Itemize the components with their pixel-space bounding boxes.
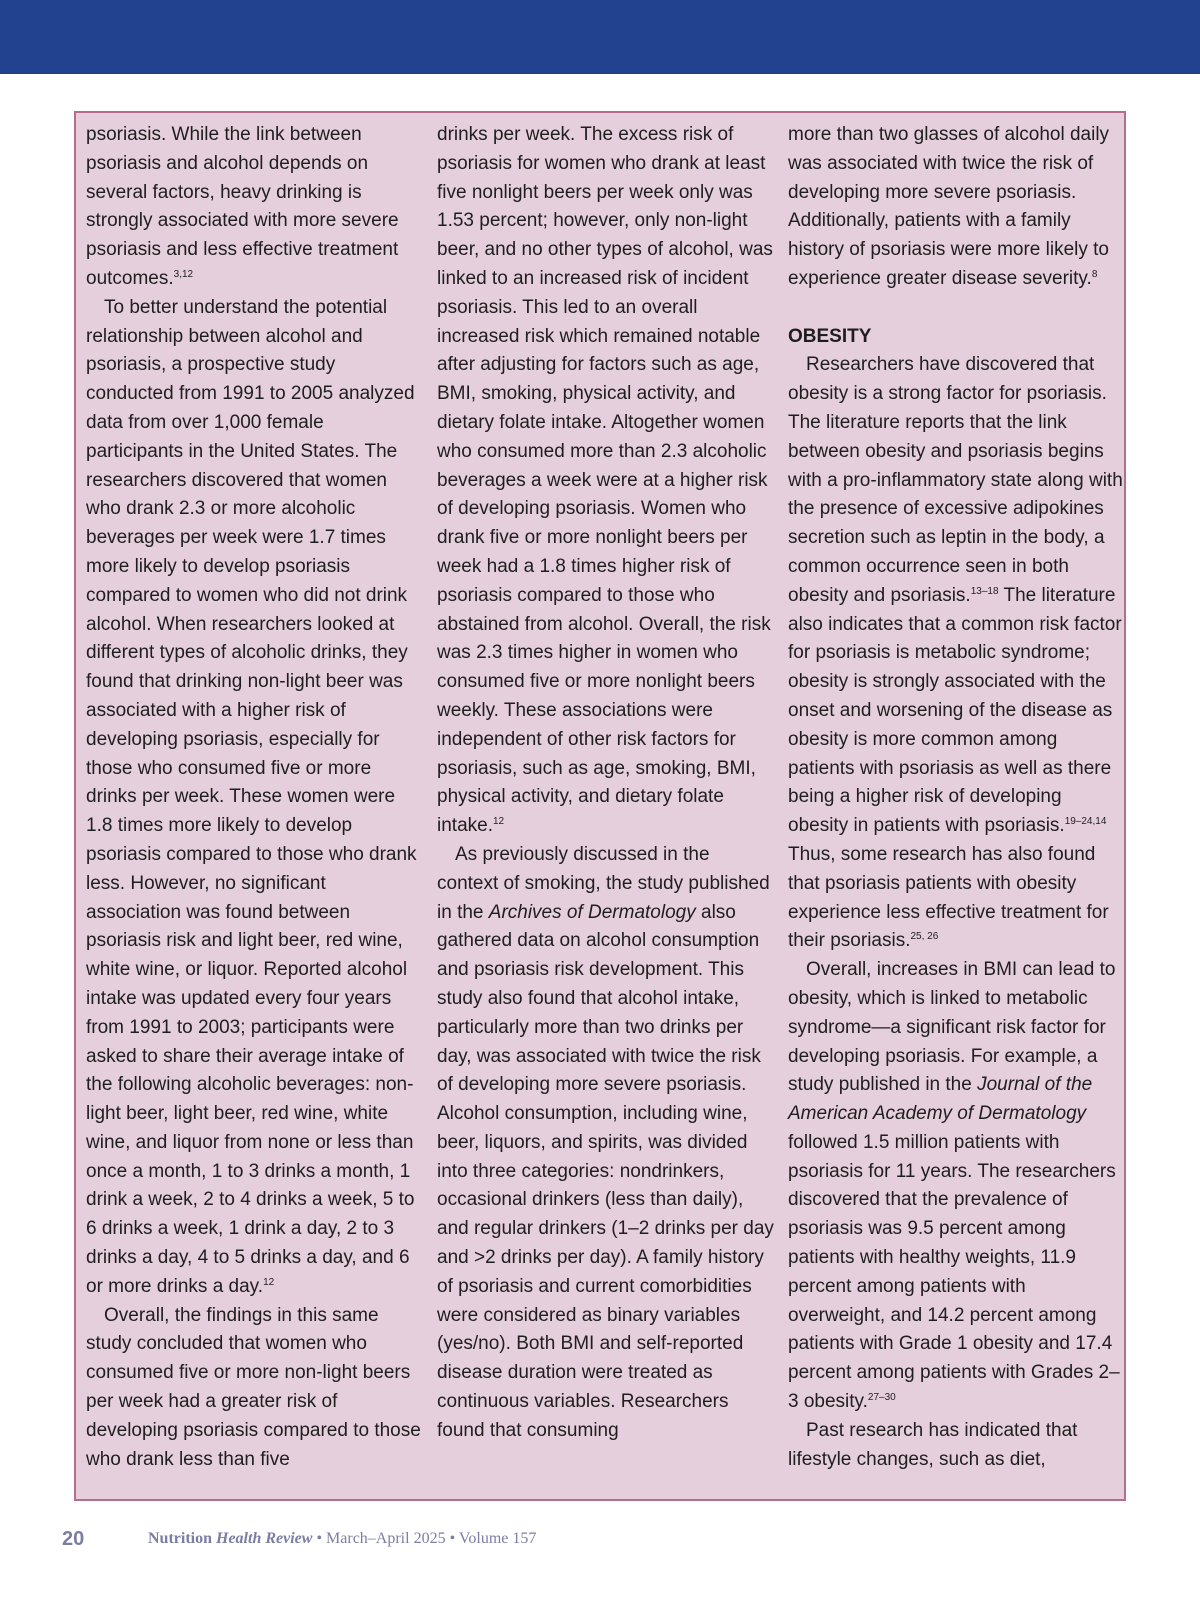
citation: 27–30 xyxy=(867,1392,896,1404)
publication-name: Nutrition xyxy=(148,1530,216,1547)
paragraph-text: also gathered data on alcohol consumption and psoriasis risk development. This study also found that alcohol intake, particularly more than two drinks per day, was associated with twice the risk of developing more severe psoriasis. Alcohol consumption, including wine, beer, liquors, and spirits, was divided into three categories: nondrinkers, occasional drinkers (less than daily), and regular drinkers (1–2 drinks per day and >2 drinks per day). A family history of psoriasis and current comorbidities were considered as binary variables (yes/no). Both BMI and self-reported disease duration were treated as continuous variables. Researchers found that consuming xyxy=(437,901,774,1441)
paragraph-text: Overall, increases in BMI can lead to obesity, which is linked to metabolic syndrome—a significant risk factor for developing psoriasis. For example, a study published in the xyxy=(788,959,1116,1096)
journal-title: Archives of Dermatology xyxy=(488,901,696,923)
article-column-3 xyxy=(788,121,1126,1474)
paragraph xyxy=(788,121,1126,294)
paragraph-text: more than two glasses of alcohol daily was associated with twice the risk of developing more severe psoriasis. Additionally, patients with a family history of psoriasis were more likely to experience greater disease severity. xyxy=(788,124,1110,289)
paragraph-text: psoriasis. While the link between psoriasis and alcohol depends on several factors, heavy drinking is strongly associated with more severe psoriasis and less effective treatment outcomes. xyxy=(86,124,399,289)
paragraph-text: The literature also indicates that a common risk factor for psoriasis is metabolic syndrome; obesity is strongly associated with the onset and worsening of the disease as obesity is more common among patients with psoriasis as well as there being a higher risk of developing obesity in patients with psoriasis. xyxy=(788,584,1122,837)
paragraph xyxy=(437,841,775,1446)
paragraph-text: Researchers have discovered that obesity is a strong factor for psoriasis. The literature reports that the link between obesity and psoriasis begins with a pro-inflammatory state along with the presence of excessive adipokines secretion such as leptin in the body, a common occurrence seen in both obesity and psoriasis. xyxy=(788,354,1123,606)
article-sidebar-box xyxy=(74,111,1126,1501)
paragraph: Overall, the findings in this same study concluded that women who consumed five or more non-light beers per week had a greater risk of developing psoriasis compared to those who drank less than five xyxy=(86,1304,421,1470)
paragraph xyxy=(788,351,1126,956)
paragraph-text: As previously discussed in the context of smoking, the study published in the xyxy=(437,843,770,923)
citation: 3,12 xyxy=(173,268,194,280)
page-footer xyxy=(0,1528,1200,1556)
page-number: 20 xyxy=(62,1528,85,1550)
citation: 25, 26 xyxy=(910,931,939,943)
paragraph xyxy=(437,121,775,841)
publication-name-emphasis: Health Review xyxy=(216,1530,313,1547)
paragraph-text: drinks per week. The excess risk of psoriasis for women who drank at least five nonlight beers per week only was 1.53 percent; however, only non-light beer, and no other types of alcohol, was linked to an increased risk of incident psoriasis. This led to an overall increased risk which remained notable after adjusting for factors such as age, BMI, smoking, physical activity, and dietary folate intake. Altogether women who consumed more than 2.3 alcoholic beverages a week were at a higher risk of developing psoriasis. Women who drank five or more nonlight beers per week had a 1.8 times higher risk of psoriasis compared to those who abstained from alcohol. Overall, the risk was 2.3 times higher in women who consumed five or more nonlight beers weekly. These associations were independent of other risk factors for psoriasis, such as age, smoking, BMI, physical activity, and dietary folate intake. xyxy=(437,124,773,837)
paragraph-text: Thus, some research has also found that psoriasis patients with obesity experience less effective treatment for their psoriasis. xyxy=(788,843,1109,952)
citation: 13–18 xyxy=(970,585,999,597)
citation: 8 xyxy=(1091,268,1098,280)
article-column-1 xyxy=(86,121,424,1474)
paragraph xyxy=(788,956,1126,1417)
paragraph-text: To better understand the potential relationship between alcohol and psoriasis, a prospective study conducted from 1991 to 2005 analyzed data from over 1,000 female participants in the United States. The researchers discovered that women who drank 2.3 or more alcoholic beverages per week were 1.7 times more likely to develop psoriasis compared to women who did not drink alcohol. When researchers looked at different types of alcoholic drinks, they found that drinking non-light beer was associated with a higher risk of developing psoriasis, especially for those who consumed five or more drinks per week. These women were 1.8 times more likely to develop psoriasis compared to those who drank less. However, no significant association was found between psoriasis risk and light beer, red wine, white wine, or liquor. Reported alcohol intake was updated every four years from 1991 to 2003; participants were asked to share their average intake of the following alcoholic beverages: non-light beer, light beer, red wine, white wine, and liquor from none or less than once a month, 1 to 3 drinks a month, 1 drink a week, 2 to 4 drinks a week, 5 to 6 drinks a week, 1 drink a day, 2 to 3 drinks a day, 4 to 5 drinks a day, and 6 or more drinks a day. xyxy=(86,296,417,1297)
header-banner xyxy=(0,0,1200,74)
article-column-2 xyxy=(437,121,775,1446)
publication-line xyxy=(148,1530,536,1548)
paragraph xyxy=(86,121,424,294)
paragraph xyxy=(86,294,424,1302)
paragraph: Past research has indicated that lifestyle changes, such as diet, xyxy=(788,1419,1078,1470)
section-heading: OBESITY xyxy=(788,325,872,347)
issue-info: • March–April 2025 • Volume 157 xyxy=(312,1530,537,1547)
citation: 19–24,14 xyxy=(1064,816,1107,828)
journal-title: Journal of the American Academy of Dermatology xyxy=(788,1074,1093,1125)
paragraph-text: followed 1.5 million patients with psoriasis for 11 years. The researchers discovered that the prevalence of psoriasis was 9.5 percent among patients with healthy weights, 11.9 percent among patients with overweight, and 14.2 percent among patients with Grade 1 obesity and 17.4 percent among patients with Grades 2–3 obesity. xyxy=(788,1131,1120,1413)
citation: 12 xyxy=(492,816,505,828)
citation: 12 xyxy=(263,1276,275,1288)
